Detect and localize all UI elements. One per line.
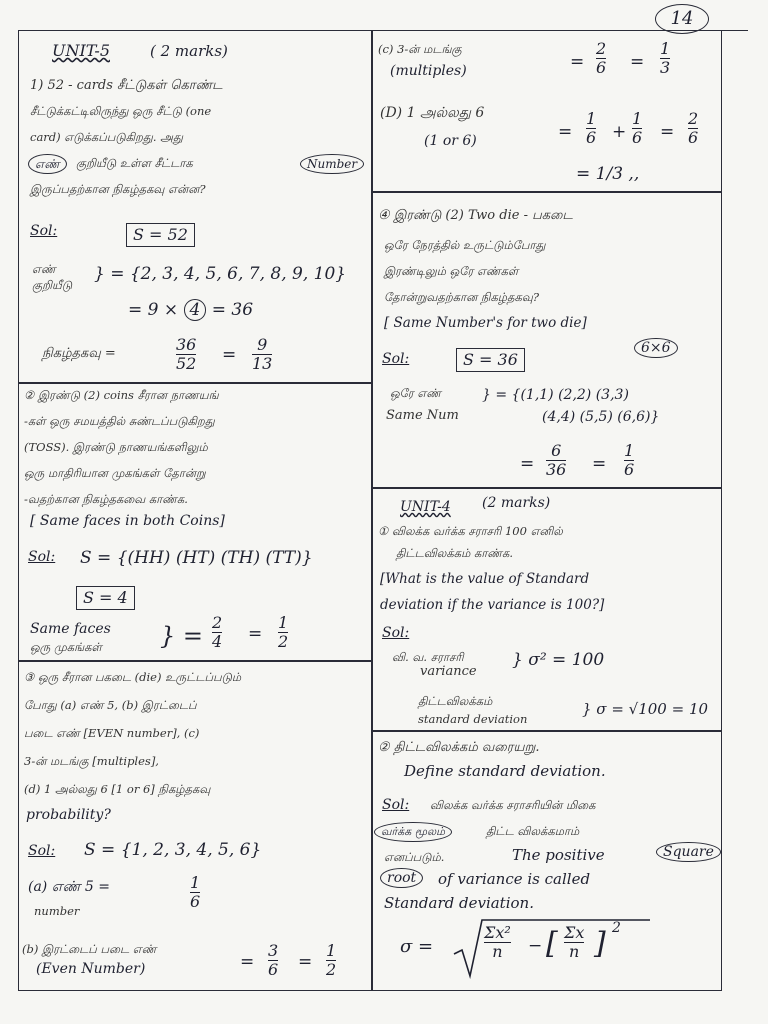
q4-frac-1-num: 6 [551,441,562,460]
q1-frac-1 [176,336,196,373]
q3-line-3: படை எண் [EVEN number], (c) [24,726,200,740]
unit4-var-label-1: வி. வ. சராசரி [392,650,464,664]
q2-brace: } = [160,622,204,650]
q4-frac-1 [546,442,566,479]
q3d-frac-3 [688,110,698,147]
def-minus: − [528,936,543,956]
def-formula-lhs: σ = [400,936,434,957]
q3d-frac-3-num: 2 [688,109,699,128]
q4-label-1: ஒரே எண் [390,386,442,400]
def-inner-top: Σx [564,923,585,942]
q1-frac-2-num: 9 [257,335,268,354]
page-number-text: 14 [670,8,694,29]
unit5-header: UNIT-5 [52,41,110,60]
q1-frac-1-den: 52 [176,354,197,373]
q4-frac-1-den: 36 [546,460,567,479]
def-line-5: of variance is called [438,870,591,888]
q1-product [128,300,253,320]
unit4-q1-line-2: திட்டவிலக்கம் காண்க. [396,546,513,560]
q3d-frac-1-num: 1 [586,109,597,128]
q4-line-2: ஒரே நேரத்தில் உருட்டும்போது [384,238,546,252]
q3b-frac-2-den: 2 [326,960,337,979]
q3d-result: = 1/3 ,, [576,164,640,184]
q3b-frac-1-num: 3 [268,941,279,960]
q2-frac-2-den: 2 [278,632,289,651]
q3b-frac-1-den: 6 [268,960,279,979]
q3d-eq-1: = [558,122,573,142]
def-inner-bottom: n [569,942,580,961]
q1-line-4: குறியீடு உள்ள சீட்டாக [76,156,193,170]
q4-set-line-2: (4,4) (5,5) (6,6)} [542,409,660,425]
q1-circled-tamil: எண் [28,154,67,174]
q3c-frac-2-num: 1 [660,39,671,58]
unit4-sol-label: Sol: [382,625,410,641]
q3-line-5: (d) 1 அல்லது 6 [1 or 6] நிகழ்தகவு [24,782,211,796]
q1-line-1: 1) 52 - cards சீட்டுகள் கொண்ட [30,78,223,93]
unit4-var-expr: } σ² = 100 [512,650,605,670]
def-circled-square: Square [656,842,721,862]
q2-frac-2 [278,614,288,651]
q3a-label-2: number [34,904,80,918]
q3c-label-1: (c) 3-ன் மடங்கு [378,42,462,56]
q2-line-1: ② இரண்டு (2) coins சீரான நாணயங் [24,388,219,402]
q1-frac-2 [252,336,272,373]
q3b-frac-2-num: 1 [326,941,337,960]
q1-line-5: இருப்பதற்கான நிகழ்தகவு என்ன? [30,182,206,196]
q2-eq: = [248,624,263,644]
q1-number-label-2: குறியீடு [32,278,73,292]
q4-eq-1: = [520,454,535,474]
unit4-sd-expr: } σ = √100 = 10 [582,700,709,718]
unit4-header: UNIT-4 [400,499,451,515]
q1-line-3: card) எடுக்கப்படுகிறது. அது [30,130,183,144]
q3c-eq-1: = [570,52,585,72]
q2-frac-1-den: 4 [212,632,223,651]
q2-sol-label: Sol: [28,549,56,565]
def-line-4b: The positive [512,846,605,864]
q3c-label-2: (multiples) [390,63,467,79]
unit5-marks: ( 2 marks) [150,42,228,60]
q3c-frac-2 [660,40,670,77]
q2-bracket-line: [ Same faces in both Coins] [30,513,225,529]
q3c-eq-2: = [630,52,645,72]
q4-frac-2 [624,442,634,479]
unit4-marks: (2 marks) [482,495,551,511]
q3d-eq-2: = [660,122,675,142]
q3a-frac [190,874,200,911]
q3b-label-2: (Even Number) [36,961,146,977]
def-sum-frac [484,924,511,961]
q1-product-result: = 36 [206,300,254,320]
q1-circled-number: Number [300,154,364,174]
q2-line-3: (TOSS). இரண்டு நாணயங்களிலும் [24,440,208,454]
q2-frac-1-num: 2 [212,613,223,632]
q1-frac-2-den: 13 [252,354,273,373]
q3b-eq-1: = [240,952,255,972]
q4-eq-2: = [592,454,607,474]
q4-frac-2-den: 6 [624,460,635,479]
q2-same-faces-1: Same faces [30,621,111,637]
q3d-frac-2-num: 1 [632,109,643,128]
def-circled-root: root [380,868,423,888]
q3b-frac-1 [268,942,278,979]
q3c-frac-2-den: 3 [660,58,671,77]
unit4-sd-label-1: திட்டவிலக்கம் [418,694,493,708]
q3d-label-1: (D) 1 அல்லது 6 [380,105,485,121]
q3d-frac-1-den: 6 [586,128,597,147]
q1-line-2: சீட்டுக்கட்டிலிருந்து ஒரு சீட்டு (one [30,104,212,118]
def-circled-tamil: வர்க்க மூலம் [374,822,452,842]
q2-line-2: -கள் ஒரு சமயத்தில் சுண்டப்படுகிறது [24,414,215,428]
q3-set-expr: S = {1, 2, 3, 4, 5, 6} [84,840,262,860]
q4-boxed: S = 36 [456,348,525,372]
q3d-frac-3-den: 6 [688,128,699,147]
def-line-4a: எனப்படும். [384,850,445,864]
q3-line-2: போது (a) எண் 5, (b) இரட்டைப் [24,698,197,712]
q4-line-5: [ Same Number's for two die] [384,315,587,331]
q3a-label-1: (a) எண் 5 = [28,879,110,895]
q3c-frac-1 [596,40,606,77]
q2-frac-1 [212,614,222,651]
def-sum-top: Σx² [484,923,511,942]
q4-set-line-1: } = {(1,1) (2,2) (3,3) [482,387,629,403]
q2-line-5: -வதற்கான நிகழ்தகவை காண்க. [24,492,188,506]
q2-set-expr: S = {(HH) (HT) (TH) (TT)} [80,548,313,568]
q3-line-1: ③ ஒரு சீரான பகடை (die) உருட்டப்படும் [24,670,242,684]
unit4-q1-line-3: [What is the value of Standard [380,571,590,587]
q3-line-4: 3-ன் மடங்கு [multiples], [24,754,159,768]
q1-sample-space: S = 52 [126,223,195,247]
q4-line-3: இரண்டிலும் ஒரே எண்கள் [384,264,519,278]
q2-line-4: ஒரு மாதிரியான முகங்கள் தோன்று [24,466,206,480]
q3a-frac-num: 1 [190,873,201,892]
def-bracket-open: [ [546,926,558,961]
q3d-frac-1 [586,110,596,147]
unit4-var-label-2: variance [420,664,477,679]
q3b-label-1: (b) இரட்டைப் படை எண் [22,942,157,956]
def-bracket-close: ] [594,926,606,961]
unit4-q1-line-4: deviation if the variance is 100?] [380,597,605,613]
def-sol-label: Sol: [382,797,410,813]
q3d-frac-2-den: 6 [632,128,643,147]
q3c-frac-1-num: 2 [596,39,607,58]
def-line-2: Define standard deviation. [404,762,606,780]
def-inner-frac [564,924,584,961]
q2-frac-2-num: 1 [278,613,289,632]
q4-line-4: தோன்றுவதற்கான நிகழ்தகவு? [384,290,540,304]
q1-frac-1-num: 36 [176,335,197,354]
q3c-frac-1-den: 6 [596,58,607,77]
q4-frac-2-num: 1 [624,441,635,460]
def-sum-bottom: n [492,942,503,961]
q3a-frac-den: 6 [190,892,201,911]
q4-sol-label: Sol: [382,351,410,367]
unit4-q1-line-1: ① விலக்க வர்க்க சராசரி 100 எனில் [378,524,563,538]
q3d-plus: + [612,122,627,142]
q4-line-1: ④ இரண்டு (2) Two die - பகடை [378,208,573,223]
q3d-frac-2 [632,110,642,147]
def-line-6: Standard deviation. [384,894,534,912]
q2-boxed: S = 4 [76,586,135,610]
q1-product-left: = 9 × [128,300,184,320]
def-line-3a: திட்ட விலக்கமாம் [486,824,580,838]
q1-product-circled: 4 [184,299,207,321]
def-line-1: ② திட்டவிலக்கம் வரையறு. [378,740,540,755]
q3b-eq-2: = [298,952,313,972]
def-power: 2 [612,920,621,936]
unit4-sd-label-2: standard deviation [418,712,528,726]
q4-circled: 6×6 [634,338,678,358]
q3-sol-label: Sol: [28,843,56,859]
q1-set-expr: } = {2, 3, 4, 5, 6, 7, 8, 9, 10} [94,264,347,284]
q1-prob-label: நிகழ்தகவு = [42,346,116,361]
q3d-label-2: (1 or 6) [424,133,477,149]
q2-same-faces-2: ஒரு முகங்கள் [30,640,102,654]
q1-number-label-1: எண் [32,262,56,276]
q1-eq: = [222,345,237,365]
q3-line-6: probability? [26,807,111,823]
def-sol-line: விலக்க வர்க்க சராசரியின் மிகை [430,798,596,812]
q3b-frac-2 [326,942,336,979]
q1-sol-label: Sol: [30,223,58,239]
q4-label-2: Same Num [386,408,459,423]
